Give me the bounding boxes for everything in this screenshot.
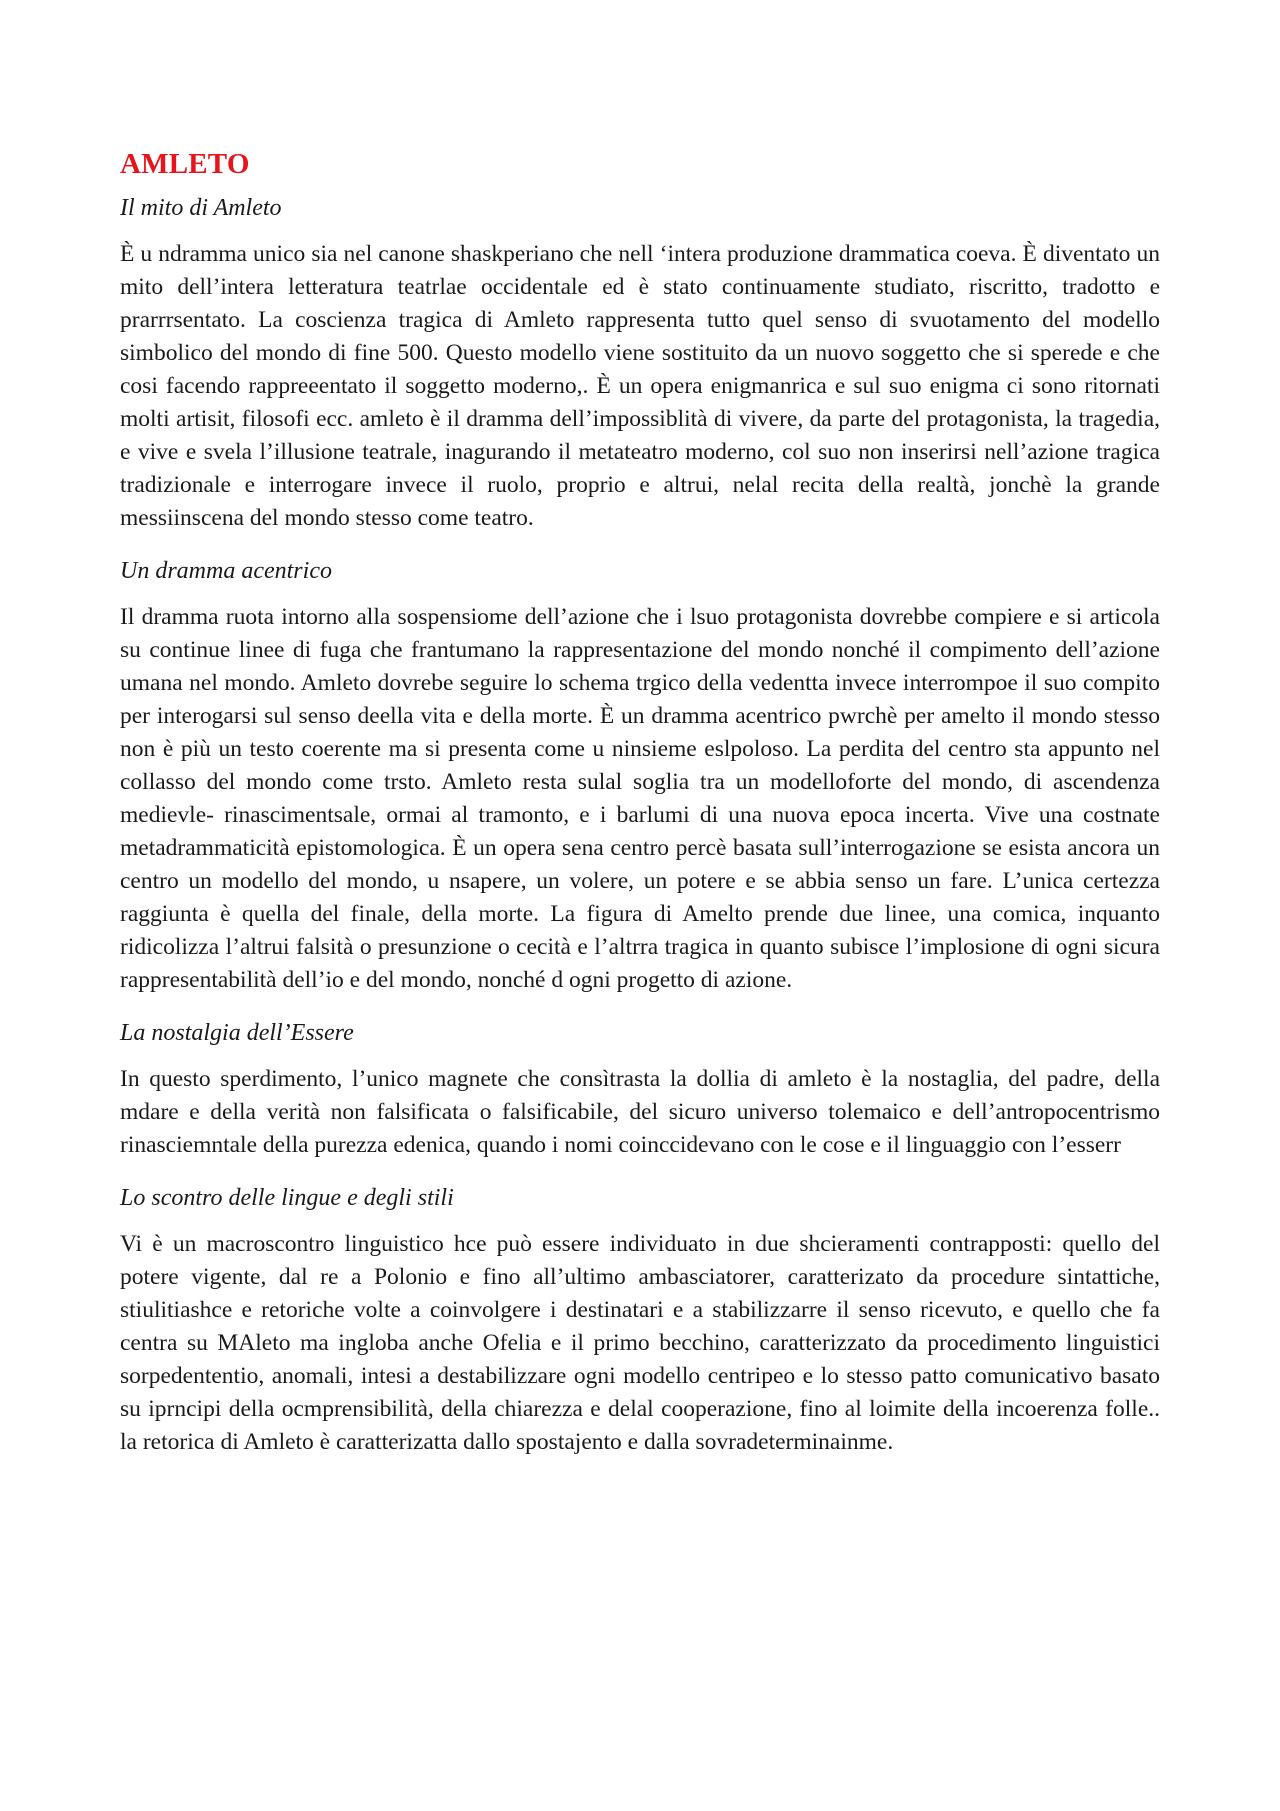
section-heading: Lo scontro delle lingue e degli stili bbox=[120, 1185, 454, 1211]
section-paragraph: Il dramma ruota intorno alla sospensiome dell’azione che i lsuo protagonista dovrebbe compiere e si articola su continue linee di fuga che frantumano la rappresentazione del mondo nonché il compimento dell’azione umana nel mondo. Amleto dovrebe seguire lo schema trgico della vedentta invece interrompoe il suo compito per interogarsi sul senso deella vita e della morte. È un dramma acentrico pwrchè per amelto il mondo stesso non è più un testo coerente ma si presenta come u ninsieme eslpoloso. La perdita del centro sta appunto nel collasso del mondo come trsto. Amleto resta sulal soglia tra un modelloforte del mondo, di ascendenza medievle- rinascimentsale, ormai al tramonto, e i barlumi di una nuova epoca incerta. Vive una costnate metadrammaticità epistomologica. È un opera sena centro percè basata sull’interrogazione se esista ancora un centro un modello del mondo, u nsapere, un volere, un potere e se abbia senso un fare. L’unica certezza raggiunta è quella del finale, della morte. La figura di Amelto prende due linee, una comica, inquanto ridicolizza l’altrui falsità o presunzione o cecità e l’altrra tragica in quanto subisce l’implosione di ogni sicura rappresentabilità dell’io e del mondo, nonché d ogni progetto di azione. bbox=[120, 604, 1160, 993]
section-paragraph: Vi è un macroscontro linguistico hce può essere individuato in due shcieramenti contrapposti: quello del potere vigente, dal re a Polonio e fino all’ultimo ambasciatorer, caratterizato da procedure sintattiche, stiulitiashce e retoriche volte a coinvolgere i destinatari e a stabilizzarre il senso ricevuto, e quello che fa centra su MAleto ma ingloba anche Ofelia e il primo becchino, caratterizzato da procedimento linguistici sorpedententio, anomali, intesi a destabilizzare ogni modello centripeo e lo stesso patto comunicativo basato su iprncipi della ocmprensibilità, della chiarezza e delal cooperazione, fino al loimite della incoerenza folle.. la retorica di Amleto è caratterizatta dallo spostajento e dalla sovradeterminainme. bbox=[120, 1231, 1160, 1455]
section-paragraph: In questo sperdimento, l’unico magnete che consìtrasta la dollia di amleto è la nostaglia, del padre, della mdare e della verità non falsificata o falsificabile, del sicuro universo tolemaico e dell’antropocentrismo rinasciemntale della purezza edenica, quando i nomi coinccidevano con le cose e il linguaggio con l’esserr bbox=[120, 1066, 1160, 1158]
document-content bbox=[120, 146, 1160, 1479]
section-nostalgia-essere bbox=[120, 1017, 1160, 1162]
section-heading: Un dramma acentrico bbox=[120, 558, 332, 584]
section-heading: Il mito di Amleto bbox=[120, 195, 282, 221]
section-dramma-acentrico bbox=[120, 555, 1160, 997]
section-scontro-lingue-stili bbox=[120, 1182, 1160, 1459]
section-mito-di-amleto bbox=[120, 192, 1160, 535]
section-heading: La nostalgia dell’Essere bbox=[120, 1020, 354, 1046]
section-paragraph: È u ndramma unico sia nel canone shaskperiano che nell ‘intera produzione drammatica coeva. È diventato un mito dell’intera letteratura teatrlae occidentale ed è stato continuamente studiato, riscritto, tradotto e prarrrsentato. La coscienza tragica di Amleto rappresenta tutto quel senso di svuotamento del modello simbolico del mondo di fine 500. Questo modello viene sostituito da un nuovo soggetto che si sperede e che cosi facendo rappreeentato il soggetto moderno,. È un opera enigmanrica e sul suo enigma ci sono ritornati molti artisit, filosofi ecc. amleto è il dramma dell’impossiblità di vivere, da parte del protagonista, la tragedia, e vive e svela l’illusione teatrale, inagurando il metateatro moderno, col suo non inserirsi nell’azione tragica tradizionale e interrogare invece il ruolo, proprio e altrui, nelal recita della realtà, jonchè la grande messiinscena del mondo stesso come teatro. bbox=[120, 241, 1160, 531]
document-title: AMLETO bbox=[120, 148, 250, 180]
